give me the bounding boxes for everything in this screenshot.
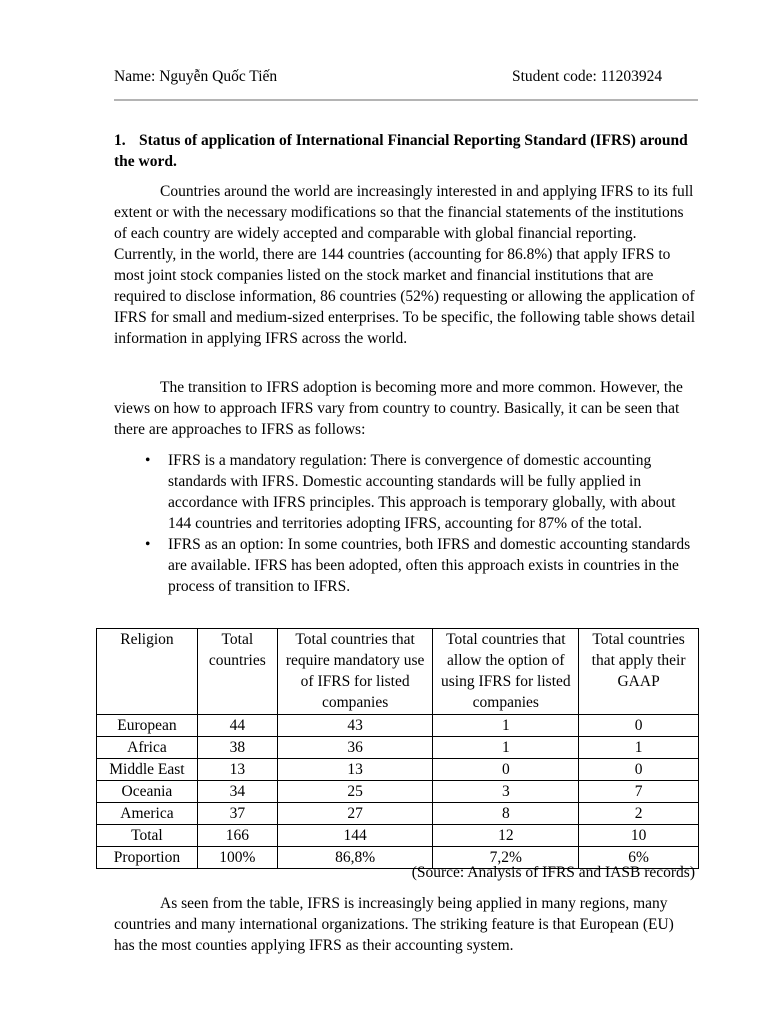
table-cell: 1 (579, 737, 699, 759)
column-header: Religion (97, 629, 198, 715)
table-cell: 2 (579, 803, 699, 825)
table-cell: 1 (433, 737, 579, 759)
table-cell: 166 (197, 825, 277, 847)
table-cell: 144 (277, 825, 433, 847)
paragraph-1-text: Countries around the world are increasingly interested in and applying IFRS to its full extent or with the necessary modifications so that the financial statements of the institutions of each country are widely accepted and comparable with global financial reporting. Currently, in the world, there are 144 countries (accounting for 86.8%) that apply IFRS to most joint stock companies listed on the stock market and financial institutions that are required to disclose information, 86 countries (52%) requesting or allowing the application of IFRS for small and medium-sized enterprises. To be specific, the following table shows detail information in applying IFRS across the world. (114, 183, 696, 347)
table-row (97, 825, 699, 847)
bullet-icon: • (145, 452, 151, 469)
column-header: Total countries that apply their GAAP (579, 629, 699, 715)
paragraph-2-text: The transition to IFRS adoption is becoming more and more common. However, the views on how to approach IFRS vary from country to country. Basically, it can be seen that there are approaches to IFRS as follows: (114, 379, 683, 438)
table-cell: Middle East (97, 759, 198, 781)
table-cell: 37 (197, 803, 277, 825)
table-cell: 12 (433, 825, 579, 847)
table-cell: 0 (433, 759, 579, 781)
paragraph-3-text: As seen from the table, IFRS is increasingly being applied in many regions, many countries and many international organizations. The striking feature is that European (EU) has the most counties applying IFRS as their accounting system. (114, 895, 674, 954)
table-cell: 1 (433, 715, 579, 737)
list-item (114, 450, 698, 534)
table-cell: 10 (579, 825, 699, 847)
table-cell: 27 (277, 803, 433, 825)
table-cell: European (97, 715, 198, 737)
column-header: Total countries that require mandatory use of IFRS for listed companies (277, 629, 433, 715)
table-row (97, 759, 699, 781)
column-header: Total countries that allow the option of using IFRS for listed companies (433, 629, 579, 715)
section-title: Status of application of International Financial Reporting Standard (IFRS) around the word. (114, 132, 688, 170)
table-cell: 0 (579, 715, 699, 737)
table-source-note: (Source: Analysis of IFRS and IASB records) (411, 864, 695, 881)
section-number: 1. (114, 132, 126, 149)
table-cell: 86,8% (277, 847, 433, 869)
table-cell: America (97, 803, 198, 825)
table-cell: 44 (197, 715, 277, 737)
table-cell: 100% (197, 847, 277, 869)
table-cell: 36 (277, 737, 433, 759)
paragraph-3 (114, 893, 698, 956)
ifrs-table (96, 628, 699, 869)
list-item (114, 534, 698, 597)
table-row (97, 781, 699, 803)
table-cell: 3 (433, 781, 579, 803)
table-cell: 43 (277, 715, 433, 737)
table-cell: 38 (197, 737, 277, 759)
column-header: Total countries (197, 629, 277, 715)
list-item-text: IFRS is a mandatory regulation: There is convergence of domestic accounting standards with IFRS. Domestic accounting standards will be fully applied in accordance with IFRS principles. This approach is temporary globally, with about 144 countries and territories adopting IFRS, accounting for 87% of the total. (168, 452, 676, 532)
list-item-text: IFRS as an option: In some countries, both IFRS and domestic accounting standards are available. IFRS has been adopted, often this approach exists in countries in the process of transition to IFRS. (168, 536, 691, 595)
table-cell: 13 (197, 759, 277, 781)
table-cell: Oceania (97, 781, 198, 803)
table-cell: Total (97, 825, 198, 847)
table-cell: Africa (97, 737, 198, 759)
table-cell: 0 (579, 759, 699, 781)
student-name: Name: Nguyễn Quốc Tiến (114, 68, 278, 85)
table-row (97, 803, 699, 825)
table-cell: 25 (277, 781, 433, 803)
table-cell: Proportion (97, 847, 198, 869)
table-row (97, 737, 699, 759)
table-cell: 8 (433, 803, 579, 825)
section-heading (114, 130, 698, 172)
paragraph-1 (114, 181, 698, 349)
table-cell: 7 (579, 781, 699, 803)
approach-list (114, 450, 698, 597)
table-cell: 13 (277, 759, 433, 781)
table-cell: 7,2% (433, 847, 579, 869)
header-divider (114, 99, 698, 101)
table-cell: 6% (579, 847, 699, 869)
table-cell: 34 (197, 781, 277, 803)
student-code: Student code: 11203924 (512, 68, 663, 85)
table-row (97, 715, 699, 737)
table-header-row (97, 629, 699, 715)
paragraph-2 (114, 377, 698, 440)
bullet-icon: • (145, 536, 151, 553)
